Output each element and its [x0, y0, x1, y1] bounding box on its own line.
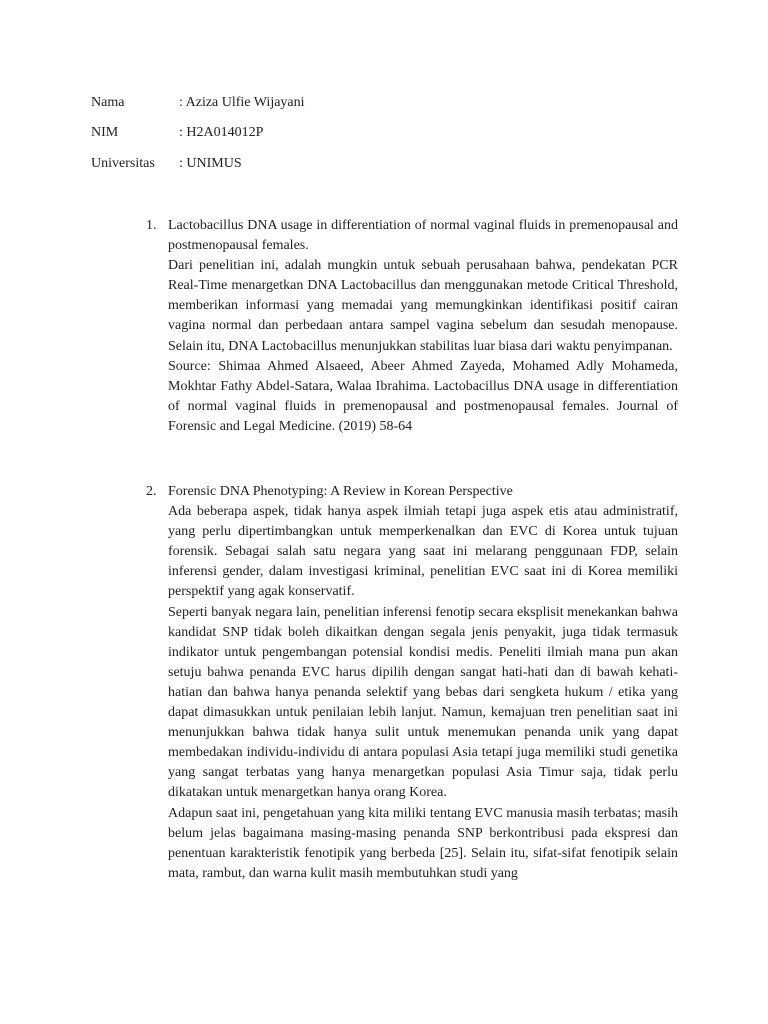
- item-body: [168, 216, 678, 437]
- nim-label: NIM: [91, 125, 119, 140]
- list-item-2: [146, 482, 678, 884]
- item-paragraph: Ada beberapa aspek, tidak hanya aspek ilmiah tetapi juga aspek etis atau administratif, yang perlu dipertimbangkan untuk memperkenalkan dan EVC di Korea untuk tujuan forensik. Sebagai salah satu negara yang saat ini melarang penggunaan FDP, selain inferensi gender, dalam investigasi kriminal, penelitian EVC saat ini di Korea memiliki perspektif yang agak konservatif.: [168, 504, 678, 600]
- item-paragraph: Dari penelitian ini, adalah mungkin untuk sebuah perusahaan bahwa, pendekatan PCR Real-Time menargetkan DNA Lactobacillus dan menggunakan metode Critical Threshold, memberikan informasi yang memadai yang memungkinkan identifikasi positif cairan vagina normal dan perbedaan antara sampel vagina sebelum dan sesudah menopause. Selain itu, DNA Lactobacillus menunjukkan stabilitas luar biasa dari waktu penyimpanan.: [168, 258, 678, 354]
- item-paragraph: Seperti banyak negara lain, penelitian inferensi fenotip secara eksplisit menekankan bahwa kandidat SNP tidak boleh dikaitkan dengan segala jenis penyakit, juga tidak termasuk indikator untuk pengembangan potensial kondisi medis. Peneliti ilmiah mana pun akan setuju bahwa penanda EVC harus dipilih dengan sangat hati-hati dan di bawah kehati-hatian dan bahwa hanya penanda selektif yang bebas dari sengketa hukum / etika yang dapat dimasukkan untuk penilaian lebih lanjut. Namun, kemajuan tren penelitian saat ini menunjukkan bahwa tidak hanya sulit untuk menemukan penanda unik yang dapat membedakan individu-individu di antara populasi Asia tetapi juga memiliki studi genetika yang sangat terbatas yang hanya menargetkan populasi Asia Timur saja, tidak perlu dikatakan untuk menargetkan hanya orang Korea.: [168, 604, 678, 801]
- university-label: Universitas: [91, 156, 155, 171]
- item-paragraph: Adapun saat ini, pengetahuan yang kita miliki tentang EVC manusia masih terbatas; masih belum jelas bagaimana masing-masing penanda SNP berkontribusi pada ekspresi dan penentuan karakteristik fenotipik yang berbeda [25]. Selain itu, sifat-sifat fenotipik selain mata, rambut, dan warna kulit masih membutuhkan studi yang: [168, 805, 678, 881]
- list-item-1: [146, 216, 678, 437]
- item-title: Forensic DNA Phenotyping: A Review in Korean Perspective: [168, 484, 513, 499]
- university-value: : UNIMUS: [179, 156, 242, 171]
- name-value: : Aziza Ulfie Wijayani: [179, 95, 305, 110]
- item-source: Source: Shimaa Ahmed Alsaeed, Abeer Ahmed Zayeda, Mohamed Adly Mohameda, Mokhtar Fathy Abdel-Satara, Walaa Ibrahima. Lactobacillus DNA usage in differentiation of normal vaginal fluids in premenopausal and postmenopausal females. Journal of Forensic and Legal Medicine. (2019) 58-64: [168, 358, 678, 434]
- item-body: [168, 482, 678, 884]
- item-number: 1.: [146, 218, 157, 233]
- name-row: [91, 93, 305, 113]
- item-number: 2.: [146, 484, 157, 499]
- university-row: [91, 154, 242, 174]
- item-title: Lactobacillus DNA usage in differentiation of normal vaginal fluids in premenopausal and postmenopausal females.: [168, 218, 678, 254]
- nim-value: : H2A014012P: [179, 125, 264, 140]
- name-label: Nama: [91, 95, 125, 110]
- nim-row: [91, 123, 263, 143]
